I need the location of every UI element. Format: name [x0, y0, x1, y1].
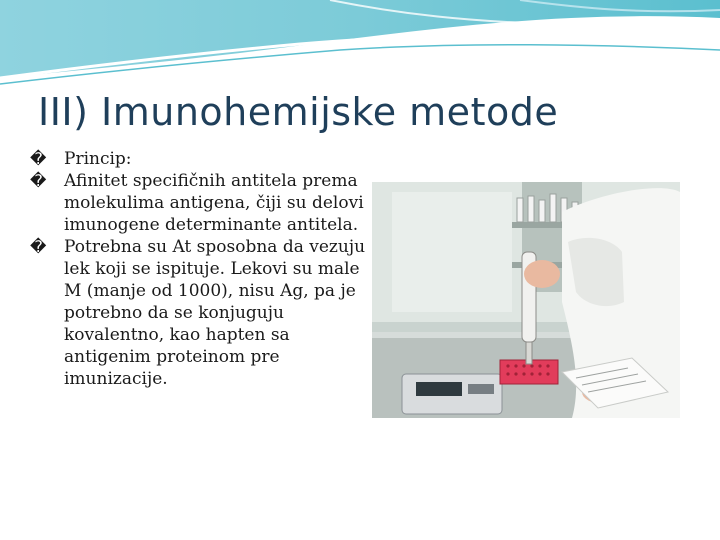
bullet-text: Princip:: [64, 149, 132, 169]
bullet-marker-icon: �: [30, 171, 47, 190]
slide-title: III) Imunohemijske metode: [38, 90, 559, 134]
bullet-item: [30, 148, 370, 170]
bullet-marker-icon: �: [30, 237, 47, 256]
bullet-item: [30, 236, 370, 390]
bullet-list: [30, 148, 370, 390]
lab-photo: [372, 182, 680, 418]
bullet-text: Potrebna su At sposobna da vezuju lek koji se ispituje. Lekovi su male M (manje od 1000), nisu Ag, pa je potrebno da se konjuguju kovalentno, kao hapten sa antigenim proteinom pre imunizacije.: [64, 237, 366, 389]
header-wave-decoration: [0, 0, 720, 90]
bullet-marker-icon: �: [30, 149, 47, 168]
bullet-text: Afinitet specifičnih antitela prema molekulima antigena, čiji su delovi imunogene determinante antitela.: [64, 171, 364, 235]
bullet-item: [30, 170, 370, 236]
